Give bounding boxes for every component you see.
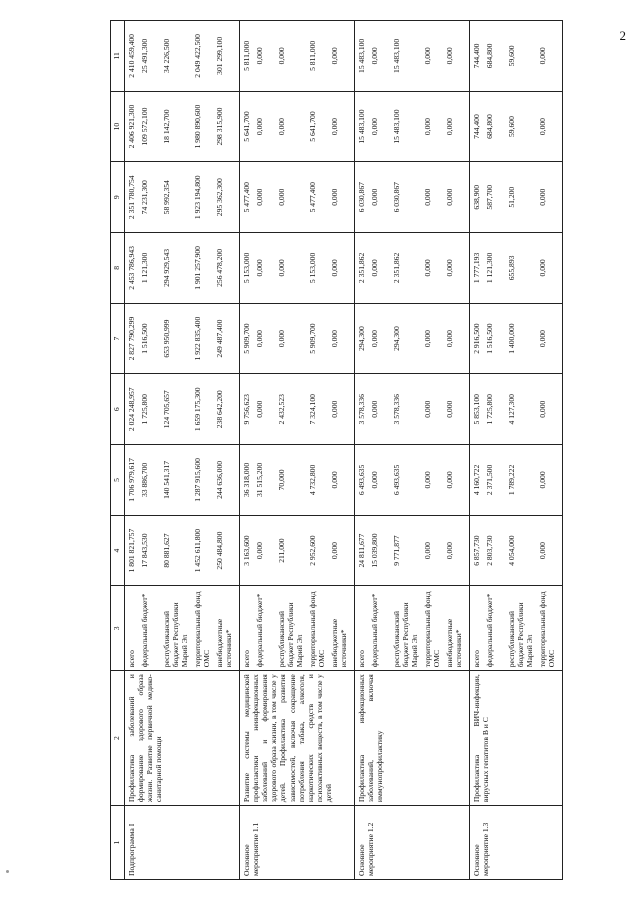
amount-value: 0,000 <box>277 47 286 65</box>
year-values <box>470 445 563 516</box>
table-row <box>355 21 470 880</box>
amount-value: 33 886,700 <box>140 462 149 497</box>
amount-value: 0,000 <box>423 259 432 277</box>
amount-value: 0,000 <box>538 188 547 206</box>
amount-value: 653 950,999 <box>162 319 171 358</box>
amount-value: 0,000 <box>255 188 264 206</box>
amount-value: 4 127,300 <box>507 394 516 425</box>
amount-value: 2 351 780,754 <box>127 175 136 220</box>
amount-value: 5 153,000 <box>242 252 251 284</box>
year-values <box>240 303 355 374</box>
amount-value: 5 153,000 <box>308 252 317 284</box>
amount-value: 0,000 <box>423 188 432 206</box>
amount-value: 59,600 <box>507 116 516 137</box>
year-values <box>355 91 470 162</box>
rotated-table-container <box>110 20 640 880</box>
year-values <box>470 233 563 304</box>
amount-value: 0,000 <box>370 400 379 418</box>
funding-source-label: федеральный бюджет* <box>485 593 494 668</box>
year-values <box>355 374 470 445</box>
amount-value: 9 756,623 <box>242 394 251 425</box>
column-header: 2 <box>111 671 125 806</box>
amount-value: 1 287 915,600 <box>193 458 202 502</box>
amount-value: 249 487,400 <box>215 319 224 358</box>
table-row <box>240 21 355 880</box>
amount-value: 74 231,300 <box>140 180 149 215</box>
amount-value: 15 483,100 <box>392 109 401 144</box>
amount-value: 250 484,800 <box>215 531 224 570</box>
amount-value: 0,000 <box>370 259 379 277</box>
amount-value: 684,800 <box>485 114 494 139</box>
amount-value: 0,000 <box>423 47 432 65</box>
amount-value: 0,000 <box>255 118 264 136</box>
amount-value: 5 909,700 <box>242 323 251 354</box>
column-header: 11 <box>111 21 125 92</box>
amount-value: 1 400,000 <box>507 323 516 354</box>
funding-source-label: внебюджетные источники* <box>215 618 234 668</box>
program-title: Профилактика инфекционных заболеваний, включая иммунопрофилактику <box>355 671 470 806</box>
amount-value: 2 410 459,400 <box>127 34 136 78</box>
amount-value: 1 121,300 <box>140 252 149 284</box>
amount-value: 0,000 <box>277 188 286 206</box>
amount-value: 638,900 <box>472 184 481 210</box>
year-values <box>355 162 470 233</box>
amount-value: 140 541,317 <box>162 460 171 499</box>
amount-value: 295 362,300 <box>215 178 224 217</box>
year-values <box>470 91 563 162</box>
amount-value: 0,000 <box>445 400 454 418</box>
amount-value: 238 642,200 <box>215 390 224 429</box>
amount-value: 0,000 <box>538 471 547 489</box>
amount-value: 0,000 <box>370 471 379 489</box>
funding-source-label: всего <box>127 650 136 668</box>
amount-value: 0,000 <box>255 47 264 65</box>
funding-sources <box>240 586 355 671</box>
column-header: 6 <box>111 374 125 445</box>
amount-value: 244 636,000 <box>215 460 224 499</box>
amount-value: 4 732,800 <box>308 464 317 496</box>
year-values <box>240 515 355 586</box>
funding-source-label: территориальный фонд ОМС <box>423 591 442 668</box>
year-values <box>355 233 470 304</box>
column-header: 8 <box>111 233 125 304</box>
funding-sources <box>355 586 470 671</box>
amount-value: 4 054,000 <box>507 535 516 566</box>
amount-value: 24 811,677 <box>357 533 366 568</box>
amount-value: 256 478,200 <box>215 248 224 287</box>
amount-value: 2 827 790,299 <box>127 316 136 361</box>
year-values <box>125 233 240 304</box>
year-values <box>355 303 470 374</box>
amount-value: 5 909,700 <box>308 323 317 354</box>
year-values <box>470 21 563 92</box>
amount-value: 6 857,730 <box>472 535 481 566</box>
amount-value: 109 572,100 <box>140 107 149 146</box>
year-values <box>355 21 470 92</box>
amount-value: 5 811,000 <box>308 40 317 71</box>
amount-value: 0,000 <box>330 542 339 560</box>
amount-value: 744,400 <box>472 114 481 139</box>
amount-value: 6 030,867 <box>357 182 366 213</box>
budget-table <box>110 20 563 880</box>
amount-value: 15 483,100 <box>357 109 366 144</box>
funding-source-label: республиканский бюджет Республики Марий Эл <box>507 602 535 668</box>
amount-value: 0,000 <box>255 330 264 348</box>
amount-value: 1 706 979,617 <box>127 458 136 502</box>
program-name: Основное мероприятие 1.2 <box>355 806 470 880</box>
column-header: 4 <box>111 515 125 586</box>
amount-value: 0,000 <box>330 471 339 489</box>
amount-value: 1 516,500 <box>140 323 149 354</box>
program-title: Профилактика заболеваний и формирование здорового образа жизни. Развитие первичной медико-санитарной помощи <box>125 671 240 806</box>
amount-value: 0,000 <box>423 471 432 489</box>
amount-value: 5 477,400 <box>242 182 251 213</box>
amount-value: 587,700 <box>485 184 494 210</box>
amount-value: 1 980 890,600 <box>193 104 202 149</box>
funding-source-label: республиканский бюджет Республики Марий Эл <box>392 602 420 668</box>
program-name: Основное мероприятие 1.3 <box>470 806 563 880</box>
year-values <box>470 515 563 586</box>
amount-value: 0,000 <box>330 47 339 65</box>
funding-source-label: внебюджетные источники* <box>445 618 464 668</box>
amount-value: 2 351,862 <box>357 252 366 284</box>
year-values <box>240 21 355 92</box>
amount-value: 0,000 <box>423 330 432 348</box>
amount-value: 3 163,600 <box>242 535 251 566</box>
amount-value: 1 901 257,900 <box>193 246 202 290</box>
year-values <box>355 515 470 586</box>
year-values <box>470 374 563 445</box>
amount-value: 4 160,722 <box>472 464 481 496</box>
header-row <box>111 21 125 880</box>
amount-value: 294 929,543 <box>162 248 171 287</box>
year-values <box>125 162 240 233</box>
amount-value: 684,800 <box>485 43 494 69</box>
funding-source-label: всего <box>242 650 251 668</box>
amount-value: 1 516,500 <box>485 323 494 354</box>
funding-source-label: республиканский бюджет Республики Марий Эл <box>162 602 190 668</box>
amount-value: 2 351,862 <box>392 252 401 284</box>
amount-value: 0,000 <box>445 188 454 206</box>
funding-source-label: всего <box>472 650 481 668</box>
amount-value: 7 324,100 <box>308 394 317 425</box>
year-values <box>125 303 240 374</box>
amount-value: 15 483,100 <box>392 38 401 73</box>
amount-value: 5 811,000 <box>242 40 251 71</box>
amount-value: 2 371,500 <box>485 464 494 496</box>
amount-value: 0,000 <box>538 400 547 418</box>
funding-sources <box>470 586 563 671</box>
amount-value: 0,000 <box>255 259 264 277</box>
amount-value: 15 039,800 <box>370 533 379 568</box>
amount-value: 3 578,336 <box>357 394 366 425</box>
amount-value: 51,200 <box>507 186 516 208</box>
scan-artifact <box>6 870 9 873</box>
amount-value: 5 477,400 <box>308 182 317 213</box>
amount-value: 1 121,300 <box>485 252 494 284</box>
funding-sources <box>125 586 240 671</box>
amount-value: 294,300 <box>392 326 401 351</box>
year-values <box>240 445 355 516</box>
year-values <box>125 445 240 516</box>
amount-value: 0,000 <box>330 188 339 206</box>
amount-value: 25 491,300 <box>140 38 149 73</box>
amount-value: 2 432,523 <box>277 394 286 425</box>
amount-value: 0,000 <box>330 118 339 136</box>
amount-value: 0,000 <box>538 118 547 136</box>
amount-value: 294,300 <box>357 326 366 351</box>
amount-value: 0,000 <box>277 118 286 136</box>
amount-value: 17 843,530 <box>140 533 149 568</box>
amount-value: 2 803,730 <box>485 535 494 566</box>
amount-value: 1 789,222 <box>507 464 516 496</box>
amount-value: 3 578,336 <box>392 394 401 425</box>
amount-value: 0,000 <box>330 330 339 348</box>
year-values <box>470 162 563 233</box>
amount-value: 2 024 248,957 <box>127 387 136 432</box>
amount-value: 80 881,627 <box>162 533 171 568</box>
year-values <box>125 515 240 586</box>
table-body <box>125 21 563 880</box>
amount-value: 0,000 <box>255 400 264 418</box>
amount-value: 0,000 <box>445 47 454 65</box>
amount-value: 0,000 <box>538 259 547 277</box>
page-number: 2 <box>619 28 626 43</box>
amount-value: 211,000 <box>277 538 286 563</box>
amount-value: 70,000 <box>277 469 286 491</box>
column-header: 9 <box>111 162 125 233</box>
program-name: Основное мероприятие 1.1 <box>240 806 355 880</box>
amount-value: 301 299,100 <box>215 36 224 75</box>
amount-value: 6 493,635 <box>357 464 366 496</box>
amount-value: 0,000 <box>330 259 339 277</box>
amount-value: 1 659 175,300 <box>193 387 202 432</box>
amount-value: 0,000 <box>445 471 454 489</box>
amount-value: 0,000 <box>370 330 379 348</box>
amount-value: 2 453 786,943 <box>127 246 136 290</box>
year-values <box>240 91 355 162</box>
program-title: Профилактика ВИЧ-инфекции, вирусных гепатитов В и С <box>470 671 563 806</box>
year-values <box>240 374 355 445</box>
amount-value: 18 142,700 <box>162 109 171 144</box>
amount-value: 0,000 <box>445 118 454 136</box>
year-values <box>125 374 240 445</box>
amount-value: 31 515,200 <box>255 462 264 497</box>
amount-value: 0,000 <box>370 188 379 206</box>
amount-value: 2 406 921,300 <box>127 104 136 149</box>
amount-value: 1 452 611,800 <box>193 528 202 573</box>
program-name: Подпрограмма I <box>125 806 240 880</box>
amount-value: 0,000 <box>538 330 547 348</box>
amount-value: 1 923 194,800 <box>193 175 202 220</box>
amount-value: 124 705,657 <box>162 390 171 429</box>
amount-value: 0,000 <box>370 118 379 136</box>
year-values <box>125 91 240 162</box>
table-row <box>125 21 240 880</box>
column-header: 10 <box>111 91 125 162</box>
amount-value: 0,000 <box>277 330 286 348</box>
funding-source-label: всего <box>357 650 366 668</box>
amount-value: 9 771,877 <box>392 535 401 566</box>
funding-source-label: федеральный бюджет* <box>370 593 379 668</box>
amount-value: 59,600 <box>507 45 516 67</box>
amount-value: 34 226,500 <box>162 38 171 73</box>
amount-value: 655,893 <box>507 255 516 281</box>
funding-source-label: территориальный фонд ОМС <box>193 591 212 668</box>
amount-value: 6 493,635 <box>392 464 401 496</box>
amount-value: 0,000 <box>445 542 454 560</box>
amount-value: 1 777,193 <box>472 252 481 284</box>
year-values <box>125 21 240 92</box>
amount-value: 0,000 <box>445 330 454 348</box>
amount-value: 0,000 <box>277 259 286 277</box>
amount-value: 5 641,700 <box>242 111 251 142</box>
amount-value: 0,000 <box>423 118 432 136</box>
column-header: 3 <box>111 586 125 671</box>
amount-value: 0,000 <box>423 542 432 560</box>
amount-value: 0,000 <box>330 400 339 418</box>
rotated-table-frame <box>110 20 640 880</box>
year-values <box>355 445 470 516</box>
amount-value: 2 049 422,500 <box>193 34 202 78</box>
amount-value: 1 725,800 <box>140 394 149 425</box>
amount-value: 1 801 821,757 <box>127 528 136 573</box>
amount-value: 0,000 <box>538 542 547 560</box>
column-header: 7 <box>111 303 125 374</box>
amount-value: 0,000 <box>370 47 379 65</box>
funding-source-label: территориальный фонд ОМС <box>538 591 557 668</box>
column-header: 5 <box>111 445 125 516</box>
amount-value: 15 483,100 <box>357 38 366 73</box>
program-title: Развитие системы медицинской профилактики неинфекционных заболеваний и формирования здорового образа жизни, в том числе у детей. Профилактика развития зависимостей, включая сокращение потребления табака, алкоголя, наркотических средств и психоактивных веществ, в том числе у детей <box>240 671 355 806</box>
amount-value: 0,000 <box>423 400 432 418</box>
amount-value: 58 992,354 <box>162 180 171 215</box>
amount-value: 744,400 <box>472 43 481 69</box>
funding-source-label: внебюджетные источники* <box>330 618 349 668</box>
year-values <box>240 162 355 233</box>
amount-value: 2 952,600 <box>308 535 317 566</box>
amount-value: 36 318,000 <box>242 462 251 497</box>
amount-value: 5 853,100 <box>472 394 481 425</box>
amount-value: 6 030,867 <box>392 182 401 213</box>
funding-source-label: республиканский бюджет Республики Марий Эл <box>277 602 305 668</box>
funding-source-label: федеральный бюджет* <box>140 593 149 668</box>
amount-value: 2 916,500 <box>472 323 481 354</box>
amount-value: 5 641,700 <box>308 111 317 142</box>
amount-value: 298 315,900 <box>215 107 224 146</box>
funding-source-label: федеральный бюджет* <box>255 593 264 668</box>
year-values <box>470 303 563 374</box>
amount-value: 1 725,800 <box>485 394 494 425</box>
amount-value: 1 922 835,400 <box>193 316 202 361</box>
funding-source-label: территориальный фонд ОМС <box>308 591 327 668</box>
column-header: 1 <box>111 806 125 880</box>
amount-value: 0,000 <box>255 542 264 560</box>
amount-value: 0,000 <box>538 47 547 65</box>
amount-value: 0,000 <box>445 259 454 277</box>
table-row <box>470 21 563 880</box>
year-values <box>240 233 355 304</box>
